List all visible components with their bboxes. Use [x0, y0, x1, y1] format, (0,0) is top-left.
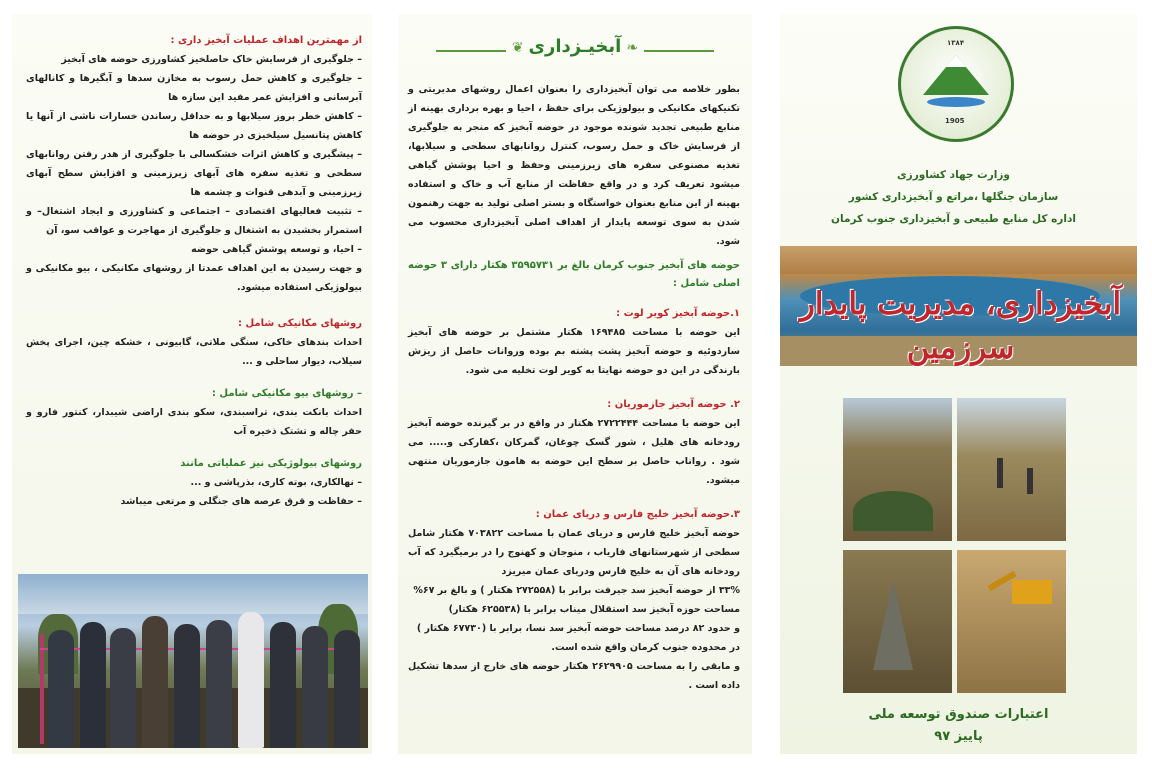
field-photo-4: [957, 550, 1066, 693]
biomechanical-title: – روشهای بیو مکانیکی شامل :: [211, 388, 362, 399]
person-figure: [206, 620, 232, 748]
person-figure: [270, 622, 296, 748]
basin3-text: حوضه آبخیز خلیج فارس و دریای عمان با مساحت ۷۰۳۸۲۲ هکتار شامل سطحی از شهرستانهای فاریاب ، منوجان و کهنوج را در برمیگیرد که آب رودخانه های آن به خلیج فارس ودریای عمان میریزد: [408, 528, 741, 577]
field-photo-3: [843, 550, 952, 693]
basin3-line: مساحت حوزه آبخیز سد استقلال میناب برابر با (۶۲۵۵۳۸ هکتار): [448, 604, 740, 615]
office-name: اداره کل منابع طبیعی و آبخیزداری جنوب کرمان: [831, 213, 1076, 225]
ministry-name: وزارت جهاد کشاورزی: [897, 169, 1010, 181]
person-figure: [334, 630, 360, 748]
mechanical-title: روشهای مکانیکی شامل :: [237, 318, 362, 329]
biological-title: روشهای بیولوژیکی نیز عملیاتی مانند: [180, 458, 362, 469]
goal-item: – احیا، و توسعه پوشش گیاهی حوضه: [191, 244, 362, 255]
basin3-line: در محدوده جنوب کرمان واقع شده است.: [551, 642, 740, 653]
goal-item: – تثبیت فعالیهای اقتصادی – اجتماعی و کشاورزی و ایجاد اشتغال– و استمرار بخشیدن به اشتغال و جلوگیری از مهاجرت و عواقب سو، آن: [26, 206, 362, 236]
field-photo-2: [957, 398, 1066, 541]
left-panel: [12, 14, 372, 754]
watershed-title: [398, 36, 752, 66]
basin1-text: این حوضه با مساحت ۱۶۹۴۸۵ هکتار مشتمل بر حوضه های آبخیز ساردوئیه و حوضه آبخیز پشت پشته بم بوده وروانات حاصل از ریزش بارندگی در این دو حوضه نهایتا به کویر لوت تخلیه می شود.: [408, 327, 740, 376]
goals-list: [26, 50, 362, 297]
logo-year-persian: ۱۳۸۴: [947, 39, 965, 47]
person-figure: [238, 612, 264, 748]
person-figure: [174, 624, 200, 748]
basins-heading: حوضه های آبخیز جنوب کرمان بالغ بر ۳۵۹۵۷۳۱ هکتار دارای ۳ حوضه اصلی شامل :: [408, 260, 741, 289]
basin3-title: ۳.حوضه آبخیز خلیج فارس و دریای عمان :: [535, 509, 740, 520]
middle-content: [408, 80, 740, 695]
person-figure: [80, 622, 106, 748]
goals-title: از مهمترین اهداف عملیات آبخیز داری :: [170, 35, 362, 46]
intro-text: بطور خلاصه می توان آبخیزداری را بعنوان اعمال روشهای مدیریتی و تکنیکهای مکانیکی و بیولوژیکی برای حفظ ، احیا و بهره برداری بهینه از منابع طبیعی تجدید شونده موجود در حوضه آبخیز که منجر به جلوگیری از فرسایش خاک و حمل رسوب، کنترل روانابهای سطحی و سیلابها، تغذیه مصنوعی سفره های زیرزمینی وحفظ و احیا پوشش گیاهی میشود تعریف کرد و در واقع حفاظت از منابع آب و خاک و استفاده بهینه از این منابع بعنوان خواستگاه و بستر اصلی تولید به جهت رهنمون شدن به سوی توسعه پایدار از اهداف اصلی آبخیزداری محسوب می شود.: [408, 84, 740, 247]
title-flourish-icon: ❦: [511, 40, 529, 56]
mechanical-text: احداث بندهای خاکی، سنگی ملاتی، گابیونی ، خشکه چین، اجرای پخش سیلاب، دیوار ساحلی و ...: [26, 337, 362, 367]
organization-name: سازمان جنگلها ،مراتع و آبخیزداری کشور: [848, 191, 1059, 203]
basin2-title: ۲. حوضه آبخیز جازموریان :: [607, 399, 740, 410]
goal-item: و جهت رسیدن به این اهداف عمدتا از روشهای مکانیکی ، بیو مکانیکی و بیولوژیکی استفاده میشود.: [26, 263, 362, 293]
left-content: [26, 32, 362, 511]
goal-item: – جلوگیری و کاهش حمل رسوب به مخازن سدها و آبگیرها و کانالهای آبرسانی و افزایش عمر مفید این سازه ها: [26, 73, 362, 103]
slogan-title: آبخیزداری، مدیریت پایدار سرزمین: [799, 286, 1122, 366]
person-figure: [48, 630, 74, 748]
funding-text: اعتبارات صندوق توسعه ملی: [868, 707, 1049, 722]
basin3-line: ۳۳% از حوضه آبخیز سد جیرفت برابر با (۲۷۲۵۵۸ هکتار ) و بالغ بر ۶۷%: [413, 585, 740, 596]
ribbon-cutting-photo: [18, 574, 368, 748]
ornament-left: [436, 50, 506, 52]
field-photo-1: [843, 398, 952, 541]
snow-cap-icon: [946, 55, 966, 67]
biological-item: – حفاظت و قرق عرصه های جنگلی و مرتعی میباشد: [120, 496, 362, 507]
person-figure: [142, 616, 168, 748]
middle-panel: [398, 14, 752, 754]
watershed-title-text: آبخیـزداری: [528, 36, 622, 57]
goal-item: – کاهش خطر بروز سیلابها و به حداقل رساندن خسارات ناشی از آنها یا کاهش پتانسیل سیلخیزی در حوضه ها: [26, 111, 362, 141]
cover-panel: [780, 14, 1137, 754]
basin2-text: این حوضه با مساحت ۲۷۲۲۴۴۴ هکتار در واقع در بر گیرنده حوضه آبخیز رودخانه های هلیل ، شور گسک چوغان، گمرکان ،کفارکی و..... می شود . رواناب حاصل بر سطح این حوضه به هامون جازموریان منتهی میشود.: [408, 418, 741, 486]
goal-item: – پیشگیری و کاهش اثرات خشکسالی با جلوگیری از هدر رفتن روانابهای سطحی و تغذیه سفره های آبهای زیرزمینی و افزایش سطح آبهای زیرزمینی و آبدهی قنوات و چشمه ها: [26, 149, 362, 198]
season-text: پاییز ۹۷: [934, 729, 983, 744]
ministry-block: [790, 164, 1117, 230]
biological-item: – نهالکاری، بوته کاری، بذرپاشی و ...: [190, 477, 362, 488]
basin3-line: و حدود ۸۲ درصد مساحت حوضه آبخیز سد نسا، برابر با (۶۷۷۳۰ هکتار ): [416, 623, 740, 634]
organization-logo: [898, 26, 1014, 142]
ornament-right: [644, 50, 714, 52]
title-flourish-icon: ❧: [626, 40, 639, 56]
person-figure: [302, 626, 328, 748]
person-figure: [110, 628, 136, 748]
biomechanical-text: احداث بانکت بندی، تراسبندی، سکو بندی اراضی شیبدار، کنتور فارو و حفر چاله و تشتک ذخیره آب: [26, 407, 362, 437]
funding-block: [780, 704, 1137, 748]
logo-year-latin: 1905: [945, 117, 965, 125]
goal-item: – جلوگیری از فرسایش خاک حاصلخیز کشاورزی حوضه های آبخیز: [61, 54, 362, 65]
basin3-line: و مابقی را به مساحت ۲۶۲۹۹۰۵ هکتار حوضه های خارج از سدها تشکیل داده است .: [408, 661, 740, 691]
basin1-title: ۱.حوضه آبخیز کویر لوت :: [616, 308, 740, 319]
water-icon: [927, 97, 985, 107]
